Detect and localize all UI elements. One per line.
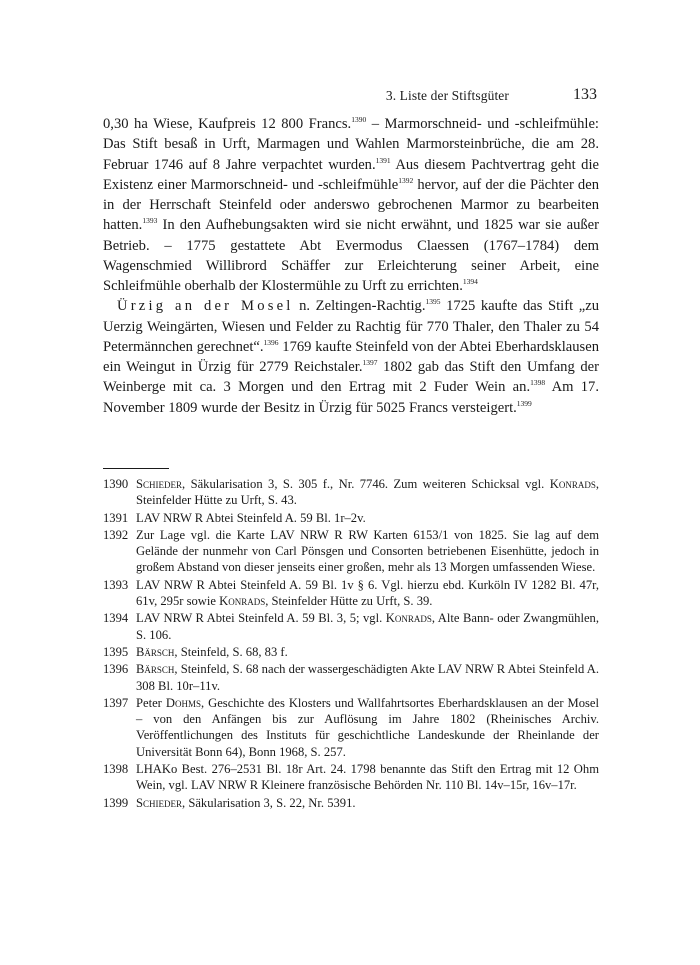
footnote bbox=[103, 476, 599, 509]
footnote-ref[interactable]: 1398 bbox=[530, 378, 546, 388]
text-run: , Säkularisation 3, S. 305 f., Nr. 7746. Zum weiteren Schicksal vgl. bbox=[182, 477, 550, 491]
text-run: Zur Lage vgl. die Karte LAV NRW R RW Karten 6153/1 von 1825. Sie lag auf dem Gelände der nunmehr von Carl Pönsgen und Consorten betriebenen Eisenhütte, jedoch in großem Abstand von dieser jenseits einer großen, mehr als 13 Morgen umfassenden Wiese. bbox=[136, 527, 599, 575]
author-smallcaps: Konrads bbox=[219, 594, 266, 609]
footnote bbox=[103, 644, 599, 660]
footnote-ref[interactable]: 1391 bbox=[375, 155, 391, 165]
footnote-text bbox=[136, 695, 599, 760]
footnote-text bbox=[136, 661, 599, 694]
author-smallcaps: Schieder bbox=[136, 477, 183, 491]
footnote-number: 1390 bbox=[103, 477, 129, 491]
author-smallcaps: Schieder bbox=[136, 795, 183, 810]
footnote bbox=[103, 527, 599, 576]
footnote-text bbox=[136, 610, 599, 643]
footnote-number: 1391 bbox=[103, 510, 129, 525]
footnote bbox=[103, 761, 599, 794]
footnote-text bbox=[136, 527, 599, 576]
footnote bbox=[103, 795, 599, 811]
text-run: , Steinfelder Hütte zu Urft, S. 43. bbox=[136, 477, 599, 508]
paragraph bbox=[103, 296, 599, 418]
footnote-text bbox=[136, 644, 599, 660]
text-run: Am 17. November 1809 wurde der Besitz in Ürzig für 5025 Francs versteigert. bbox=[103, 379, 600, 416]
footnote-ref[interactable]: 1395 bbox=[425, 297, 441, 307]
footnote-ref[interactable]: 1393 bbox=[142, 216, 158, 226]
footnote-separator bbox=[103, 468, 169, 469]
text-run: , Säkularisation 3, S. 22, Nr. 5391. bbox=[182, 795, 356, 810]
footnote-ref[interactable]: 1396 bbox=[263, 337, 279, 347]
text-run: , Steinfeld, S. 68, 83 f. bbox=[174, 644, 288, 659]
footnote-ref[interactable]: 1399 bbox=[516, 398, 532, 408]
footnote-text bbox=[136, 510, 599, 526]
text-run: , Steinfelder Hütte zu Urft, S. 39. bbox=[265, 594, 433, 609]
text-run: LAV NRW R Abtei Steinfeld A. 59 Bl. 1r–2v. bbox=[136, 510, 366, 525]
footnote-ref[interactable]: 1390 bbox=[351, 115, 367, 124]
footnote-number: 1394 bbox=[103, 611, 129, 626]
author-smallcaps: Dohms bbox=[165, 695, 201, 710]
footnote-text bbox=[136, 795, 599, 811]
author-smallcaps: Konrads bbox=[385, 611, 432, 626]
footnote-number: 1393 bbox=[103, 577, 129, 592]
text-run: LHAKo Best. 276–2531 Bl. 18r Art. 24. 1798 benannte das Stift den Ertrag mit 12 Ohm Wein, vgl. LAV NRW R Kleinere französische Behörden Nr. 110 Bl. 14v–15r, 16v–17r. bbox=[136, 762, 599, 793]
author-smallcaps: Konrads bbox=[549, 477, 596, 491]
page-number: 133 bbox=[573, 86, 597, 103]
footnote bbox=[103, 695, 599, 760]
footnote-text bbox=[136, 761, 599, 794]
text-run: 0,30 ha Wiese, Kaufpreis 12 800 Francs. bbox=[103, 116, 352, 132]
footnote-number: 1396 bbox=[103, 662, 129, 677]
text-run: , Steinfeld, S. 68 nach der wassergeschädigten Akte LAV NRW R Abtei Steinfeld A. 308 Bl. 10r–11v. bbox=[136, 662, 599, 693]
footnote-number: 1398 bbox=[103, 762, 129, 777]
paragraph bbox=[103, 114, 599, 296]
text-run: LAV NRW R Abtei Steinfeld A. 59 Bl. 3, 5; vgl. bbox=[136, 611, 386, 626]
footnote bbox=[103, 510, 599, 526]
text-run: LAV NRW R Abtei Steinfeld A. 59 Bl. 1v § 6. Vgl. hierzu ebd. Kurköln IV 1282 Bl. 47r, 61v, 295r sowie bbox=[136, 577, 599, 609]
footnote bbox=[103, 610, 599, 643]
footnote-ref[interactable]: 1394 bbox=[462, 277, 478, 286]
footnote-ref[interactable]: 1392 bbox=[398, 175, 414, 185]
footnote bbox=[103, 661, 599, 694]
text-run: 1769 kaufte Steinfeld von der Abtei Eberhardsklausen ein Weingut in Ürzig für 2779 Reichstaler. bbox=[103, 338, 599, 375]
footnote-number: 1395 bbox=[103, 644, 129, 659]
running-head-title: 3. Liste der Stiftsgüter bbox=[385, 88, 509, 103]
text-run: – Marmorschneid- und -schleifmühle: Das Stift besaß in Urft, Marmagen und Wahlen Marmorsteinbrüche, die am 28. Februar 1746 auf 8 Jahre verpachtet wurden. bbox=[103, 116, 599, 173]
text-run: n. Zeltingen-Rachtig. bbox=[293, 298, 426, 315]
text-run: Peter bbox=[136, 695, 166, 710]
text-run: In den Aufhebungsakten wird sie nicht erwähnt, und 1825 war sie außer Betrieb. – 1775 gestattete Abt Evermodus Claessen (1767–1784) dem Wagenschmied Willibrord Schäffer zur Erleichterung seiner Arbeit, eine Schleifmühle oberhalb der Klostermühle zu Urft zu errichten. bbox=[103, 217, 599, 294]
text-run: hervor, auf der die Pächter den in der Herrschaft Steinfeld oder anderswo gebrochenen Marmor zu bearbeiten hatten. bbox=[103, 176, 599, 234]
text-run: Aus diesem Pachtvertrag geht die Existenz einer Marmorschneid- und -schleifmühle bbox=[103, 156, 599, 193]
author-smallcaps: Bärsch bbox=[136, 662, 175, 677]
main-text bbox=[103, 114, 599, 418]
footnote bbox=[103, 577, 599, 610]
text-run: , Geschichte des Klosters und Wallfahrtsortes Eberhardsklausen an der Mosel – von den Anfängen bis zur Auflösung im Jahre 1802 (Rheinisches Archiv. Veröffentlichungen des Instituts für geschichtliche Landeskunde der Rheinlande der Universität Bonn 64), Bonn 1968, S. 257. bbox=[136, 695, 599, 759]
footnote-ref[interactable]: 1397 bbox=[362, 358, 378, 367]
footnote-number: 1392 bbox=[103, 527, 129, 542]
place-name-spaced: Ürzig an der Mosel bbox=[117, 298, 294, 315]
footnotes bbox=[103, 476, 599, 812]
author-smallcaps: Bärsch bbox=[136, 644, 175, 659]
text-run: 1802 gab das Stift den Umfang der Weinberge mit ca. 3 Morgen und den Ertrag mit 2 Fuder Wein an. bbox=[103, 359, 599, 396]
text-run: 1725 kaufte das Stift „zu Uerzig Weingärten, Wiesen und Felder zu Rachtig für 770 Thaler, den Thaler zu 54 Petermännchen gerechnet“. bbox=[103, 298, 599, 355]
text-run: , Alte Bann- oder Zwangmühlen, S. 106. bbox=[136, 611, 599, 642]
footnote-text bbox=[136, 476, 599, 509]
footnote-text bbox=[136, 577, 599, 610]
running-head bbox=[103, 86, 599, 106]
footnote-number: 1397 bbox=[103, 695, 129, 710]
footnote-number: 1399 bbox=[103, 795, 129, 810]
